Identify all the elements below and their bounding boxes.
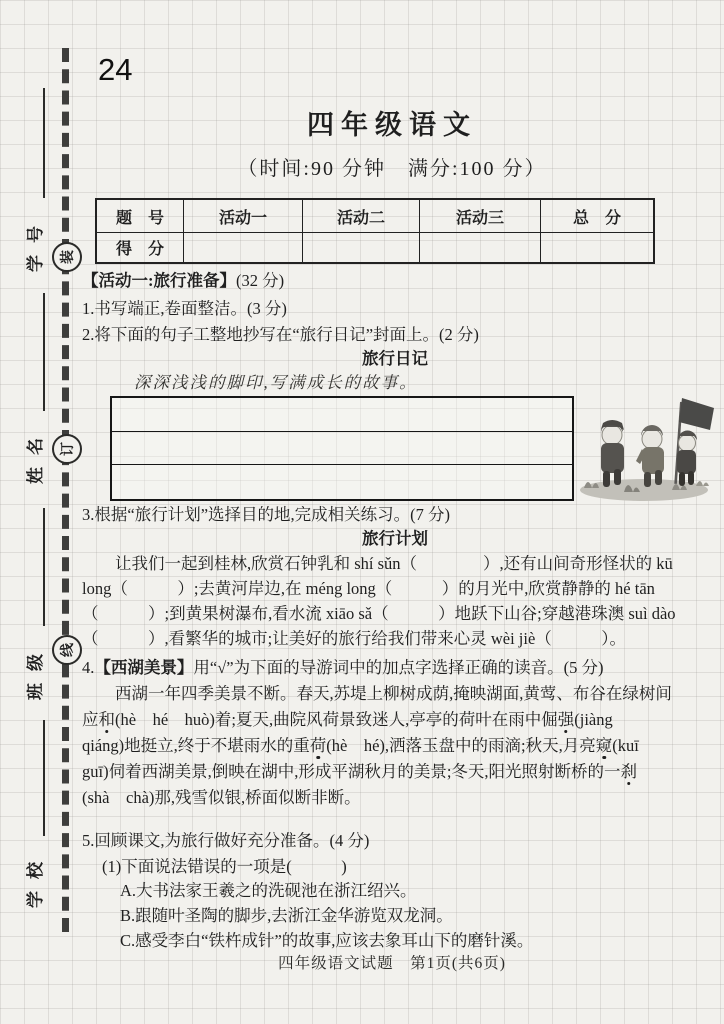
margin-label-name: 姓名 [26, 426, 45, 484]
copy-writing-box [110, 396, 574, 501]
score-cell-activity1 [184, 233, 303, 264]
score-table-header-row [96, 199, 654, 233]
activity1-heading [82, 270, 708, 292]
page-corner-number: 24 [98, 52, 133, 87]
question-2: 2.将下面的句子工整地抄写在“旅行日记”封面上。(2 分) [82, 325, 479, 344]
page-footer: 四年级语文试题 第1页(共6页) [278, 955, 506, 972]
name-blank-line [43, 293, 45, 411]
west-lake-passage: 西湖一年四季美景不断。春天,苏堤上柳树成荫,掩映湖面,黄莺、布谷在绿树间 应和(hè hé huò)着;夏天,曲院风荷景致迷人,亭亭的荷叶在雨中倔强(jiàng qiáng)地挺立,终于不堪雨水的重荷(hè hé),洒落玉盘中的雨滴;秋天,月亮窥(kuī guī)伺着西湖美景,倒映在湖中,形成平湖秋月的美景;冬天,阳光照射断桥的一刹 (shà chà)那,残雪似银,桥面似断非断。 [82, 684, 672, 807]
score-table-header-activity1: 活动一 [184, 199, 303, 233]
question-4-number: 4. [82, 658, 95, 677]
child-figure [677, 431, 697, 487]
score-table-score-row [96, 233, 654, 264]
question-4-text: 用“√”为下面的导游词中的加点字选择正确的读音。(5 分) [193, 658, 604, 677]
score-table-header-question: 题 号 [96, 199, 184, 233]
margin-label-class: 班级 [26, 642, 45, 700]
diary-sentence: 深深浅浅的脚印,写满成长的故事。 [134, 373, 418, 392]
question-1: 1.书写端正,卷面整洁。(3 分) [82, 299, 287, 318]
plan-title: 旅行计划 [362, 529, 428, 548]
question-5: 5.回顾课文,为旅行做好充分准备。(4 分) [82, 831, 370, 850]
paper-title: 四年级语文 [307, 110, 477, 140]
score-table-header-activity3: 活动三 [420, 199, 541, 233]
hiking-children-illustration [576, 386, 714, 504]
binding-seal-ding: 订 [52, 434, 82, 464]
activity1-heading-points: (32 分) [236, 271, 285, 290]
copy-box-rule-1 [112, 431, 572, 432]
score-cell-total [541, 233, 655, 264]
school-blank-line [43, 720, 45, 836]
copy-box-rule-2 [112, 464, 572, 465]
class-blank-line [43, 508, 45, 626]
score-table-header-total: 总 分 [541, 199, 655, 233]
margin-label-school: 学校 [26, 850, 45, 908]
margin-label-student-id: 学号 [26, 214, 45, 272]
score-table [95, 198, 655, 264]
student-id-blank-line [43, 88, 45, 198]
question-4 [82, 657, 708, 679]
score-cell-activity3 [420, 233, 541, 264]
diary-title: 旅行日记 [362, 349, 428, 368]
binding-seal-zhuang: 装 [52, 242, 82, 272]
child-figure [636, 425, 664, 487]
child-figure [601, 420, 624, 487]
question-5-options: A.大书法家王羲之的洗砚池在浙江绍兴。 B.跟随叶圣陶的脚步,去浙江金华游览双龙洞。 C.感受李白“铁杵成针”的故事,应该去象耳山下的磨针溪。 [120, 881, 534, 950]
question-4-tag: 【西湖美景】 [94, 658, 194, 677]
score-table-header-activity2: 活动二 [303, 199, 420, 233]
activity1-heading-tag: 【活动一:旅行准备】 [82, 271, 236, 290]
score-cell-activity2 [303, 233, 420, 264]
question-5-sub1: (1)下面说法错误的一项是( ) [102, 857, 347, 876]
binding-dashed-line [62, 48, 69, 932]
question-3: 3.根据“旅行计划”选择目的地,完成相关练习。(7 分) [82, 505, 451, 524]
paper-subtitle: （时间:90 分钟 满分:100 分） [237, 158, 547, 180]
travel-plan-paragraph: 让我们一起到桂林,欣赏石钟乳和 shí sǔn（ ）,还有山间奇形怪状的 kū long（ ）;去黄河岸边,在 méng long（ ）的月光中,欣赏静静的 hé tān （ ）;到黄果树瀑布,看水流 xiāo sǎ（ ）地跃下山谷;穿越港珠澳 suì dào （ ）,看繁华的城市;让美好的旅行给我们带来心灵 wèi jiè（ ）。 [82, 554, 676, 648]
binding-seal-xian: 线 [52, 635, 82, 665]
score-row-label: 得 分 [96, 233, 184, 264]
